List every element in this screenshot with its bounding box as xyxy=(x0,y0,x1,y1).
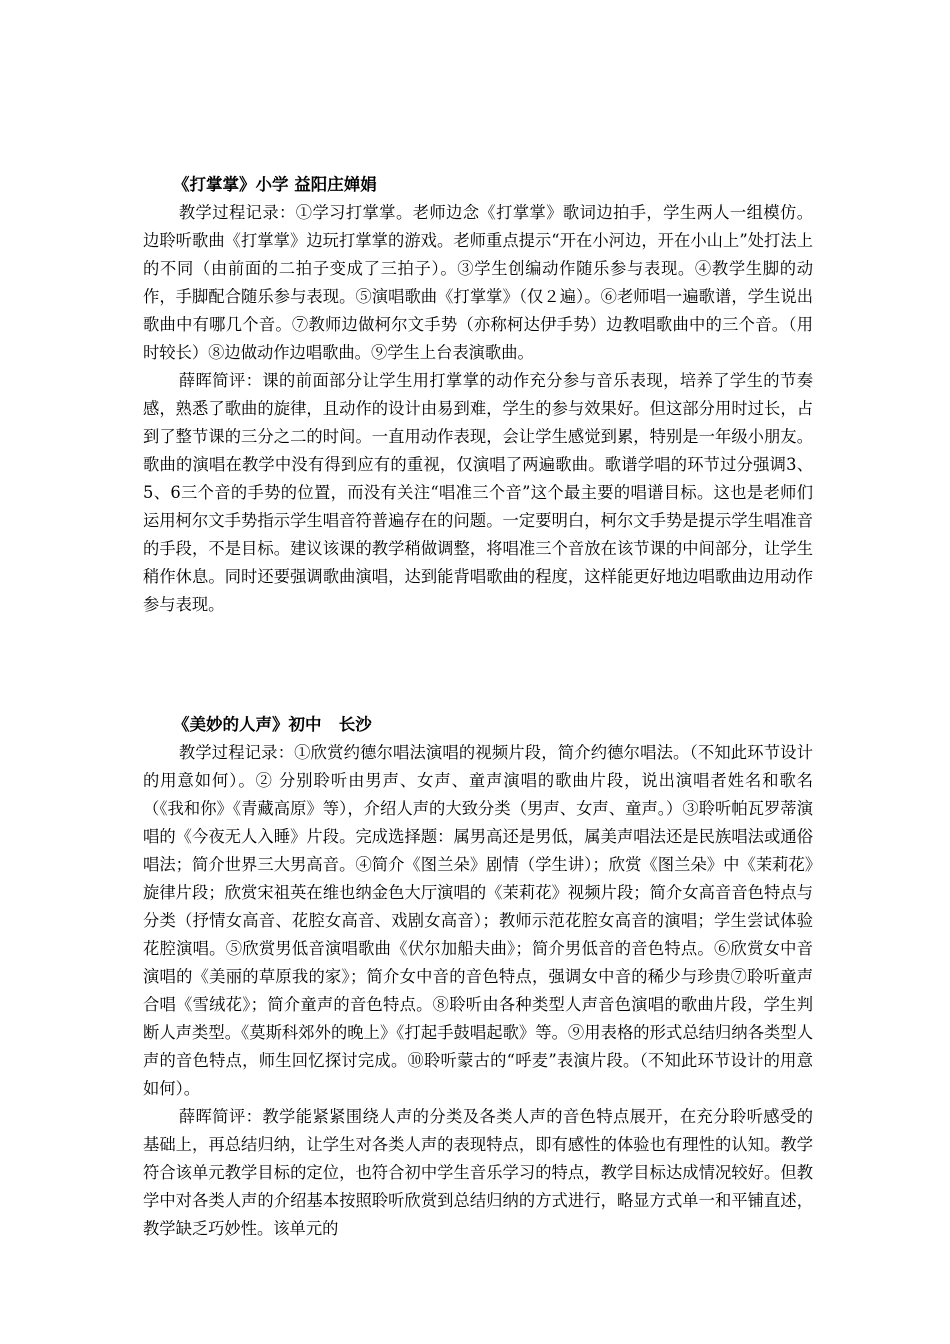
review-comment: 薛晖简评：教学能紧紧围绕人声的分类及各类人声的音色特点展开，在充分聆听感受的基础上，再总结归纳，让学生对各类人声的表现特点，即有感性的体验也有理性的认知。教学符合该单元教学目标的定位，也符合初中学生音乐学习的特点，教学目标达成情况较好。但教学中对各类人声的介绍基本按照聆听欣赏到总结归纳的方式进行，略显方式单一和平铺直述，教学缺乏巧妙性。该单元的 xyxy=(143,1107,813,1238)
section-title: 《美妙的人声》初中 长沙 xyxy=(173,715,372,734)
review-comment: 薛晖简评：课的前面部分让学生用打掌掌的动作充分参与音乐表现，培养了学生的节奏感，熟悉了歌曲的旋律，且动作的设计由易到难，学生的参与效果好。但这部分用时过长，占到了整节课的三分之二的时间。一直用动作表现，会让学生感觉到累，特别是一年级小朋友。歌曲的演唱在教学中没有得到应有的重视，仅演唱了两遍歌曲。歌谱学唱的环节过分强调3、5、6三个音的手势的位置，而没有关注“唱准三个音”这个最主要的唱谱目标。这也是老师们运用柯尔文手势指示学生唱音符普遍存在的问题。一定要明白，柯尔文手势是提示学生唱准音的手段，不是目标。建议该课的教学稍做调整，将唱准三个音放在该节课的中间部分，让学生稍作休息。同时还要强调歌曲演唱，达到能背唱歌曲的程度，这样能更好地边唱歌曲边用动作参与表现。 xyxy=(143,371,813,614)
lesson-review-section xyxy=(143,171,813,619)
section-title: 《打掌掌》小学 益阳庄婵娟 xyxy=(173,175,377,194)
teaching-process-record: 教学过程记录：①欣赏约德尔唱法演唱的视频片段，简介约德尔唱法。（不知此环节设计的用意如何）。② 分别聆听由男声、女声、童声演唱的歌曲片段，说出演唱者姓名和歌名（《我和你》《青藏高原》等），介绍人声的大致分类（男声、女声、童声。）③聆听帕瓦罗蒂演唱的《今夜无人入睡》片段。完成选择题：属男高还是男低，属美声唱法还是民族唱法或通俗唱法；简介世界三大男高音。④简介《图兰朵》剧情（学生讲）；欣赏《图兰朵》中《茉莉花》旋律片段；欣赏宋祖英在维也纳金色大厅演唱的《茉莉花》视频片段；简介女高音音色特点与分类（抒情女高音、花腔女高音、戏剧女高音）；教师示范花腔女高音的演唱；学生尝试体验花腔演唱。⑤欣赏男低音演唱歌曲《伏尔加船夫曲》；简介男低音的音色特点。⑥欣赏女中音演唱的《美丽的草原我的家》；简介女中音的音色特点，强调女中音的稀少与珍贵⑦聆听童声合唱《雪绒花》；简介童声的音色特点。⑧聆听由各种类型人声音色演唱的歌曲片段，学生判断人声类型。《莫斯科郊外的晚上》《打起手鼓唱起歌》等。⑨用表格的形式总结归纳各类型人声的音色特点，师生回忆探讨完成。⑩聆听蒙古的“呼麦”表演片段。（不知此环节设计的用意如何）。 xyxy=(143,743,813,1098)
lesson-review-section xyxy=(143,711,813,1243)
teaching-process-record: 教学过程记录：①学习打掌掌。老师边念《打掌掌》歌词边拍手，学生两人一组模仿。边聆听歌曲《打掌掌》边玩打掌掌的游戏。老师重点提示“开在小河边，开在小山上”处打法上的不同（由前面的二拍子变成了三拍子）。③学生创编动作随乐参与表现。④教学生脚的动作，手脚配合随乐参与表现。⑤演唱歌曲《打掌掌》（仅２遍）。⑥老师唱一遍歌谱，学生说出歌曲中有哪几个音。⑦教师边做柯尔文手势（亦称柯达伊手势）边教唱歌曲中的三个音。（用时较长）⑧边做动作边唱歌曲。⑨学生上台表演歌曲。 xyxy=(143,203,813,362)
